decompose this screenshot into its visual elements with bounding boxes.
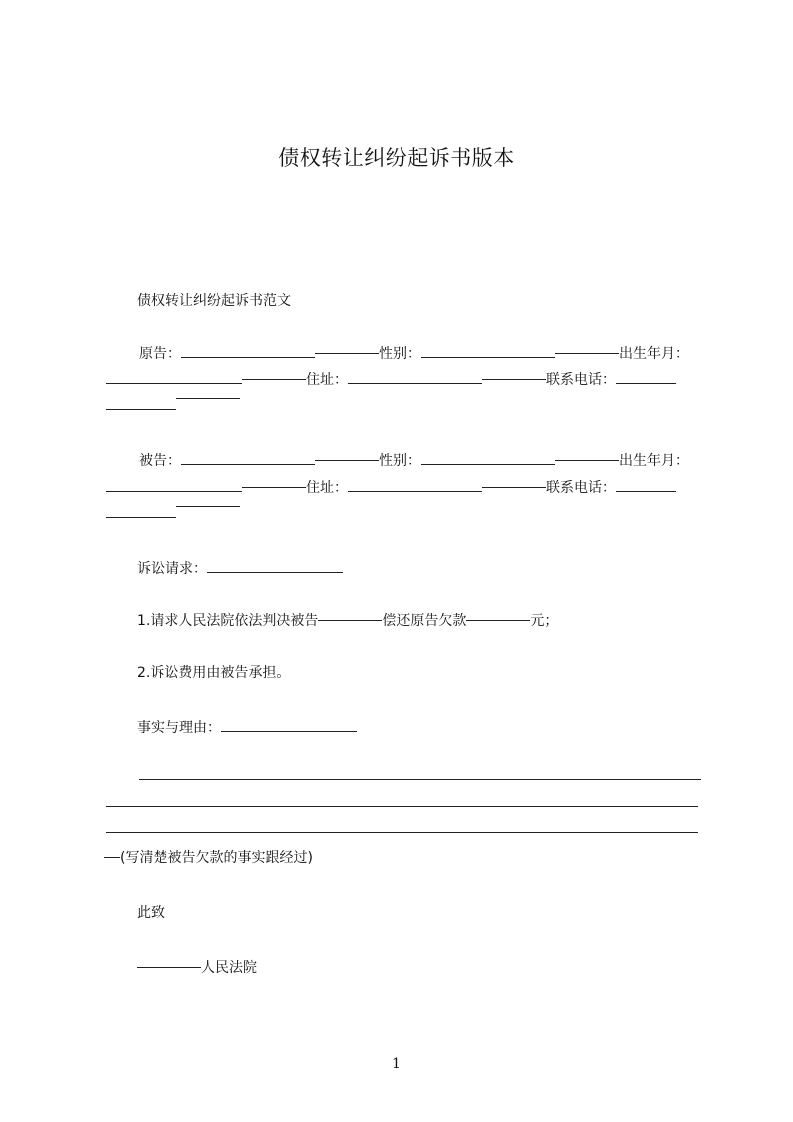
- plaintiff-phone-label: 联系电话：: [546, 372, 616, 388]
- plaintiff-phone-blank: [616, 371, 676, 384]
- dash-line: [315, 353, 379, 354]
- plaintiff-label: 原告：: [139, 346, 181, 362]
- claims-line: [137, 560, 343, 578]
- facts-rule-2: [106, 806, 698, 807]
- facts-note-line: [104, 849, 313, 867]
- court-label: 人民法院: [201, 960, 257, 976]
- page-number: 1: [392, 1056, 401, 1072]
- claim-2: 2.诉讼费用由被告承担。: [137, 665, 291, 681]
- claims-blank: [207, 560, 343, 573]
- dash-line: [555, 460, 619, 461]
- defendant-phone-blank: [616, 479, 676, 492]
- dash-line: [482, 379, 546, 380]
- defendant-label: 被告：: [139, 453, 181, 469]
- facts-blank: [221, 719, 357, 732]
- defendant-line-1: [139, 452, 689, 470]
- document-subtitle: 债权转让纠纷起诉书范文: [137, 293, 291, 309]
- plaintiff-gender-blank: [421, 345, 555, 358]
- claim-1-part-c: 元；: [530, 613, 559, 629]
- defendant-gender-label: 性别：: [379, 453, 421, 469]
- claim-1-part-b: 偿还原告欠款: [382, 613, 467, 629]
- plaintiff-address-label: 住址：: [306, 372, 348, 388]
- dash-line: [466, 620, 530, 621]
- defendant-address-label: 住址：: [306, 480, 348, 496]
- defendant-name-blank: [181, 452, 315, 465]
- facts-note: (写清楚被告欠款的事实跟经过): [120, 850, 313, 866]
- plaintiff-line-1: [139, 345, 689, 363]
- defendant-line-2: [106, 479, 676, 497]
- defendant-birth-blank: [106, 479, 242, 492]
- dash-line: [315, 460, 379, 461]
- facts-line: [137, 719, 357, 737]
- dash-line: [318, 620, 382, 621]
- plaintiff-gender-label: 性别：: [379, 346, 421, 362]
- claim-1-part-a: 1.请求人民法院依法判决被告: [137, 613, 319, 629]
- defendant-birth-label: 出生年月：: [619, 453, 689, 469]
- plaintiff-name-blank: [181, 345, 315, 358]
- plaintiff-address-blank: [348, 371, 482, 384]
- defendant-line-3: [106, 505, 240, 523]
- claim-1: [137, 612, 558, 630]
- dash-line: [176, 506, 240, 507]
- defendant-address-blank: [348, 479, 482, 492]
- dash-line: [242, 379, 306, 380]
- facts-label: 事实与理由：: [137, 720, 221, 736]
- dash-line: [104, 857, 120, 858]
- closing: 此致: [137, 905, 165, 921]
- defendant-phone-label: 联系电话：: [546, 480, 616, 496]
- plaintiff-birth-label: 出生年月：: [619, 346, 689, 362]
- document-title: 债权转让纠纷起诉书版本: [278, 146, 515, 170]
- facts-rule-1: [139, 779, 701, 780]
- facts-rule-3: [106, 832, 698, 833]
- plaintiff-birth-blank: [106, 371, 242, 384]
- claims-label: 诉讼请求：: [137, 561, 207, 577]
- dash-line: [242, 487, 306, 488]
- dash-line: [137, 967, 201, 968]
- plaintiff-line-2: [106, 371, 676, 389]
- court-line: [137, 959, 257, 977]
- dash-line: [555, 353, 619, 354]
- plaintiff-phone-blank-cont: [106, 397, 176, 410]
- defendant-gender-blank: [421, 452, 555, 465]
- dash-line: [176, 398, 240, 399]
- defendant-phone-blank-cont: [106, 505, 176, 518]
- dash-line: [482, 487, 546, 488]
- plaintiff-line-3: [106, 397, 240, 415]
